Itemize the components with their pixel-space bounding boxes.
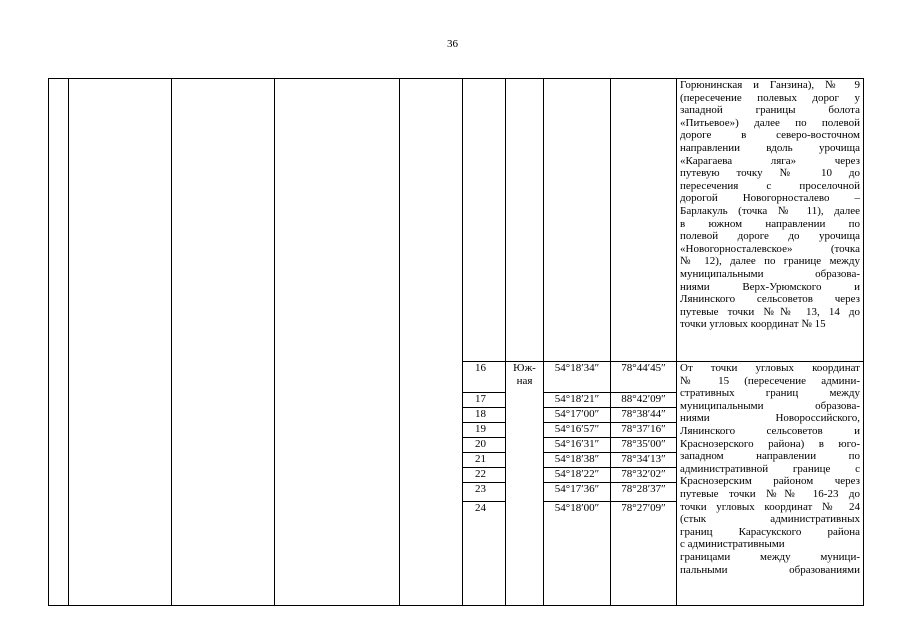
longitude-cell: 78°32′02″ (611, 468, 677, 483)
longitude-cell: 78°44′45″ (611, 362, 677, 393)
empty-cell (275, 79, 400, 606)
description-line: (стык административных (680, 513, 860, 526)
empty-cell (463, 79, 506, 362)
description-line: путевые точки №№ 13, 14 до (680, 305, 860, 318)
description-line: границ Карасукского района (680, 525, 860, 538)
description-line: Лянинского сельсоветов и (680, 424, 860, 437)
route-description-cell (677, 362, 864, 606)
point-number: 16 (463, 362, 506, 393)
point-number: 20 (463, 438, 506, 453)
description-line: «Новогорносталевское» (точка (680, 242, 860, 255)
description-line: западной границы болота (680, 104, 860, 117)
longitude-cell: 88°42′09″ (611, 393, 677, 408)
description-line: № 12), далее по границе между (680, 255, 860, 268)
latitude-cell: 54°18′38″ (544, 453, 611, 468)
description-line: пересечения с проселочной (680, 179, 860, 192)
point-number: 17 (463, 393, 506, 408)
latitude-cell: 54°16′57″ (544, 423, 611, 438)
description-line: муниципальными образова- (680, 399, 860, 412)
longitude-cell: 78°38′44″ (611, 408, 677, 423)
description-line: стративных границ между (680, 387, 860, 400)
description-line: административной границе с (680, 462, 860, 475)
description-line: «Питьевое») далее по полевой (680, 116, 860, 129)
longitude-cell: 78°37′16″ (611, 423, 677, 438)
description-line: «Карагаева ляга» через (680, 154, 860, 167)
description-line: дороге в северо-восточном (680, 129, 860, 142)
direction-cell: Юж-ная (506, 362, 544, 606)
description-line: муниципальными образова- (680, 267, 860, 280)
empty-cell (506, 79, 544, 362)
description-line: пальными образованиями (680, 563, 860, 576)
description-line: полевой дороге до урочища (680, 230, 860, 243)
empty-cell (172, 79, 275, 606)
latitude-cell: 54°17′00″ (544, 408, 611, 423)
longitude-cell: 78°35′00″ (611, 438, 677, 453)
boundary-coordinates-table (48, 78, 864, 606)
description-line: границами между муници- (680, 550, 860, 563)
description-line: направлении вдоль урочища (680, 141, 860, 154)
longitude-cell: 78°34′13″ (611, 453, 677, 468)
description-line: путевую точку № 10 до (680, 167, 860, 180)
page-number: 36 (447, 38, 458, 50)
description-line: точки угловых координат № 15 (680, 318, 826, 331)
description-line: Горюнинская и Ганзина), № 9 (680, 79, 860, 91)
route-description-cell (677, 79, 864, 362)
point-number: 19 (463, 423, 506, 438)
description-line: западном направлении по (680, 450, 860, 463)
description-line: ниями Верх-Урюмского и (680, 280, 860, 293)
latitude-cell: 54°18′21″ (544, 393, 611, 408)
empty-cell (544, 79, 611, 362)
description-line: Лянинского сельсоветов через (680, 293, 860, 306)
longitude-cell: 78°28′37″ (611, 483, 677, 502)
empty-cell (611, 79, 677, 362)
point-number: 21 (463, 453, 506, 468)
point-number: 18 (463, 408, 506, 423)
description-line: в южном направлении по (680, 217, 860, 230)
point-number: 23 (463, 483, 506, 502)
description-line: с административными (680, 538, 785, 551)
description-line: Краснозерского района) в юго- (680, 437, 860, 450)
description-line: точки угловых координат № 24 (680, 500, 860, 513)
description-line: Барлакуль (точка № 11), далее (680, 204, 860, 217)
empty-cell (69, 79, 172, 606)
point-number: 22 (463, 468, 506, 483)
description-line: путевые точки №№ 16-23 до (680, 487, 860, 500)
latitude-cell: 54°17′36″ (544, 483, 611, 502)
latitude-cell: 54°18′34″ (544, 362, 611, 393)
latitude-cell: 54°18′22″ (544, 468, 611, 483)
empty-cell (49, 79, 69, 606)
description-line: № 15 (пересечение админи- (680, 374, 860, 387)
empty-cell (400, 79, 463, 606)
point-number: 24 (463, 502, 506, 606)
longitude-cell: 78°27′09″ (611, 502, 677, 606)
table-row-continuation (49, 79, 864, 362)
description-line: ниями Новороссийского, (680, 412, 860, 425)
description-line: От точки угловых координат (680, 362, 860, 374)
description-line: дорогой Новогорносталево – (680, 192, 860, 205)
description-line: Краснозерским районом через (680, 475, 860, 488)
description-line: (пересечение полевых дорог у (680, 91, 860, 104)
latitude-cell: 54°16′31″ (544, 438, 611, 453)
latitude-cell: 54°18′00″ (544, 502, 611, 606)
